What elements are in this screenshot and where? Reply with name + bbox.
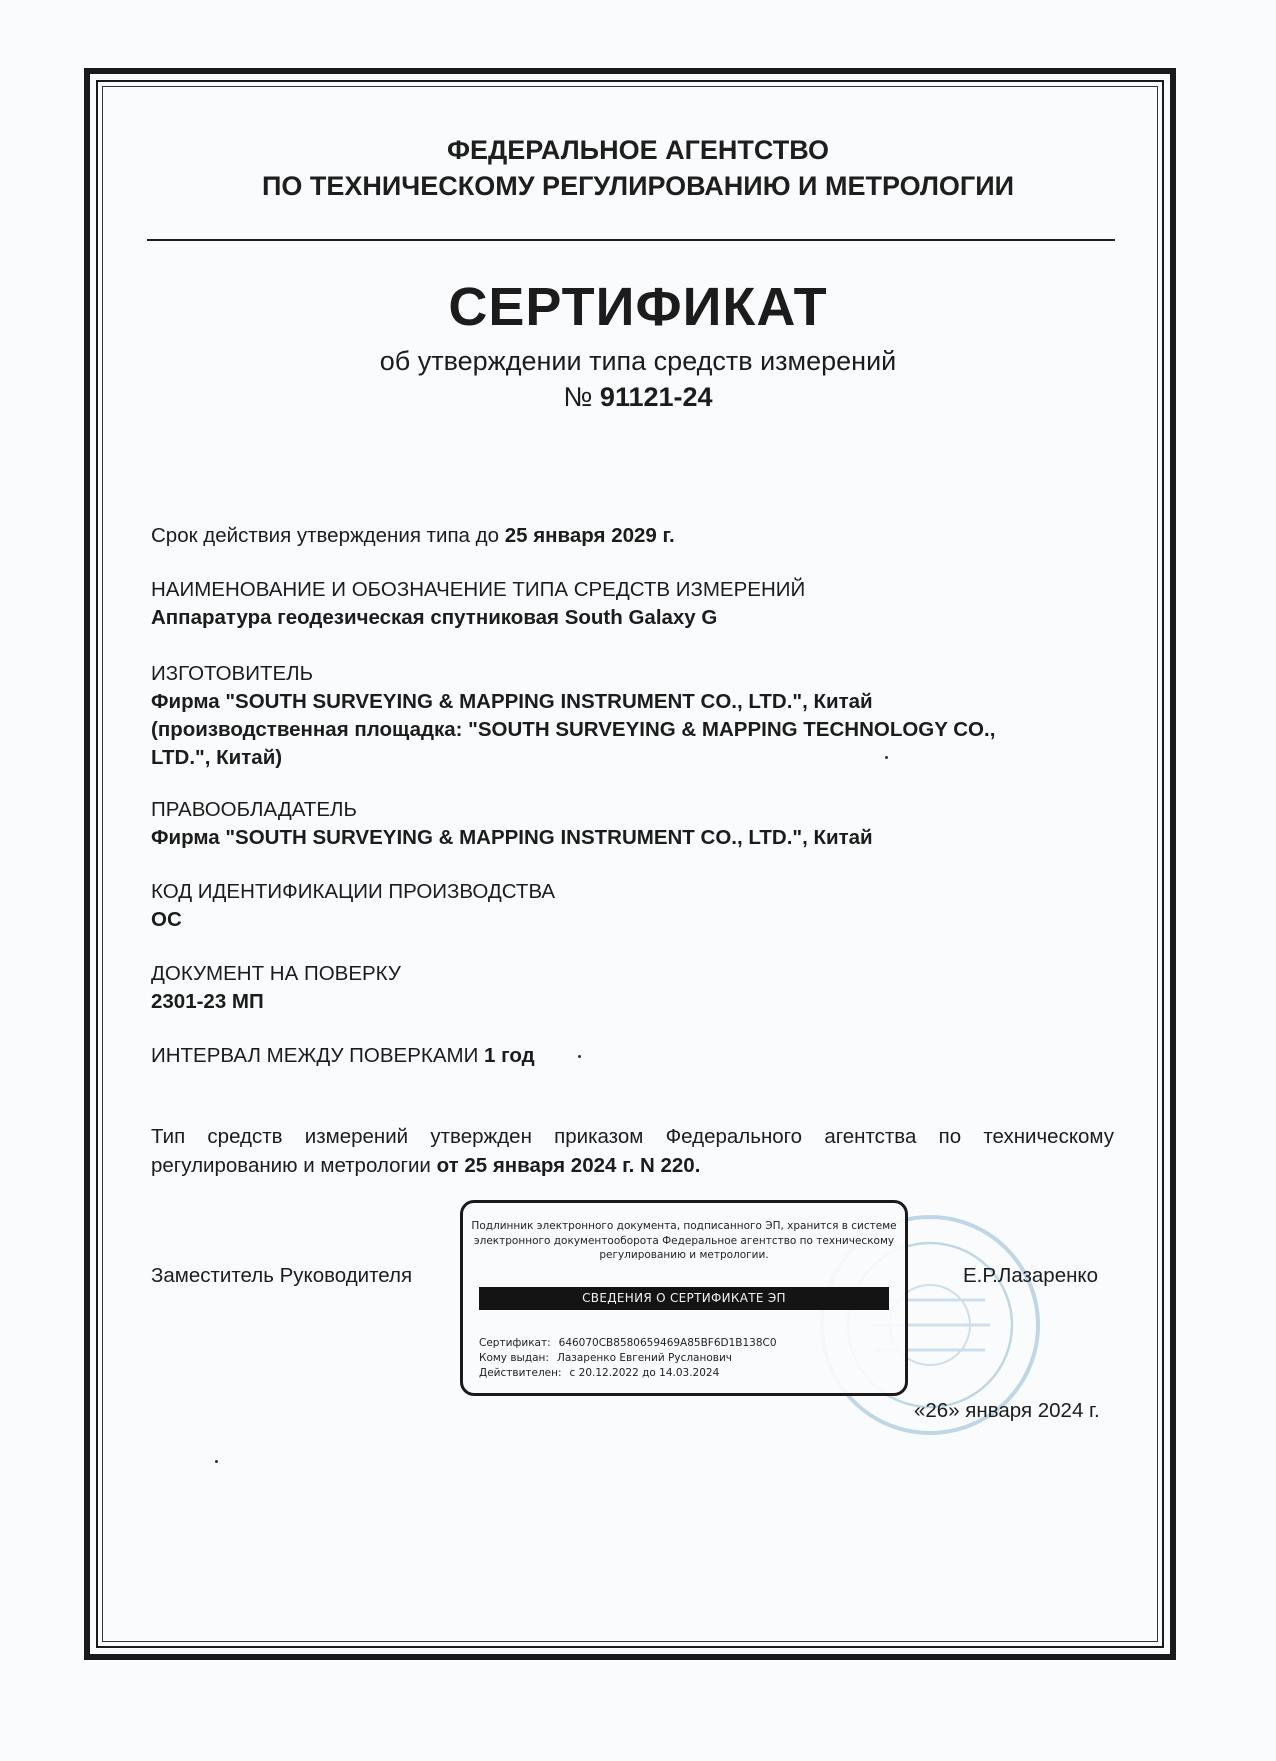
interval-value: 1 год <box>484 1044 535 1067</box>
agency-name <box>130 132 1146 204</box>
esig-header: СВЕДЕНИЯ О СЕРТИФИКАТЕ ЭП <box>479 1287 889 1310</box>
verification-doc-value: 2301-23 МП <box>151 990 264 1013</box>
validity-label: Срок действия утверждения типа до <box>151 524 500 547</box>
esig-issued-row <box>479 1351 897 1366</box>
certificate-number-prefix: № <box>563 382 593 412</box>
scan-speck <box>215 1460 218 1463</box>
manufacturer-line-2: (производственная площадка: "SOUTH SURVEYING & MAPPING TECHNOLOGY CO., <box>151 718 996 741</box>
esig-cert-label: Сертификат: <box>479 1337 551 1349</box>
approval-order-text: Тип средств измерений утвержден приказом Федерального агентства по техническому регулированию и метрологии <box>151 1125 1114 1177</box>
electronic-signature-box <box>460 1200 908 1396</box>
esig-note: Подлинник электронного документа, подписанного ЭП, хранится в системе электронного документооборота Федеральное агентство по техническому регулированию и метрологии. <box>471 1220 897 1261</box>
manufacturer-label: ИЗГОТОВИТЕЛЬ <box>151 662 314 685</box>
manufacturer-field <box>151 660 1111 772</box>
esig-issued-label: Кому выдан: <box>479 1352 549 1364</box>
production-code-value: ОС <box>151 908 182 931</box>
signing-date: «26» января 2024 г. <box>914 1399 1100 1422</box>
esig-details <box>479 1336 897 1381</box>
certificate-subtitle: об утверждении типа средств измерений <box>379 346 897 376</box>
instrument-value: Аппаратура геодезическая спутниковая South Galaxy G <box>151 606 718 629</box>
header-divider <box>147 239 1115 241</box>
signer-title: Заместитель Руководителя <box>151 1264 413 1287</box>
esig-valid-row <box>479 1366 897 1381</box>
validity-field <box>151 522 1111 550</box>
manufacturer-line-3: LTD.", Китай) <box>151 746 283 769</box>
signer-name: Е.Р.Лазаренко <box>963 1264 1099 1287</box>
validity-date: 25 января 2029 г. <box>504 524 675 547</box>
esig-cert-row <box>479 1336 897 1351</box>
certificate-number <box>130 380 1146 414</box>
esig-issued-value: Лазаренко Евгений Русланович <box>556 1352 732 1364</box>
esig-cert-value: 646070CB8580659469A85BF6D1B138C0 <box>558 1337 777 1349</box>
certificate-number-value: 91121-24 <box>599 382 713 412</box>
instrument-field <box>151 576 1111 632</box>
esig-valid-value: с 20.12.2022 до 14.03.2024 <box>569 1367 720 1379</box>
scan-speck <box>578 1055 581 1058</box>
scan-speck <box>885 756 888 759</box>
rights-holder-value: Фирма "SOUTH SURVEYING & MAPPING INSTRUMENT CO., LTD.", Китай <box>151 826 873 849</box>
agency-line-2: ПО ТЕХНИЧЕСКОМУ РЕГУЛИРОВАНИЮ И МЕТРОЛОГИИ <box>261 171 1015 201</box>
approval-order <box>151 1122 1114 1180</box>
esig-valid-label: Действителен: <box>479 1367 562 1379</box>
manufacturer-line-1: Фирма "SOUTH SURVEYING & MAPPING INSTRUMENT CO., LTD.", Китай <box>151 690 873 713</box>
instrument-label: НАИМЕНОВАНИЕ И ОБОЗНАЧЕНИЕ ТИПА СРЕДСТВ ИЗМЕРЕНИЙ <box>151 578 806 601</box>
production-code-label: КОД ИДЕНТИФИКАЦИИ ПРОИЗВОДСТВА <box>151 880 556 903</box>
verification-doc-field <box>151 960 1111 1016</box>
rights-holder-field <box>151 796 1111 852</box>
interval-label: ИНТЕРВАЛ МЕЖДУ ПОВЕРКАМИ <box>151 1044 479 1067</box>
certificate-title: СЕРТИФИКАТ <box>448 277 828 337</box>
rights-holder-label: ПРАВООБЛАДАТЕЛЬ <box>151 798 357 821</box>
interval-field <box>151 1042 1111 1070</box>
agency-line-1: ФЕДЕРАЛЬНОЕ АГЕНТСТВО <box>446 135 830 165</box>
production-code-field <box>151 878 1111 934</box>
approval-order-ref: от 25 января 2024 г. N 220. <box>436 1154 701 1177</box>
verification-doc-label: ДОКУМЕНТ НА ПОВЕРКУ <box>151 962 401 985</box>
